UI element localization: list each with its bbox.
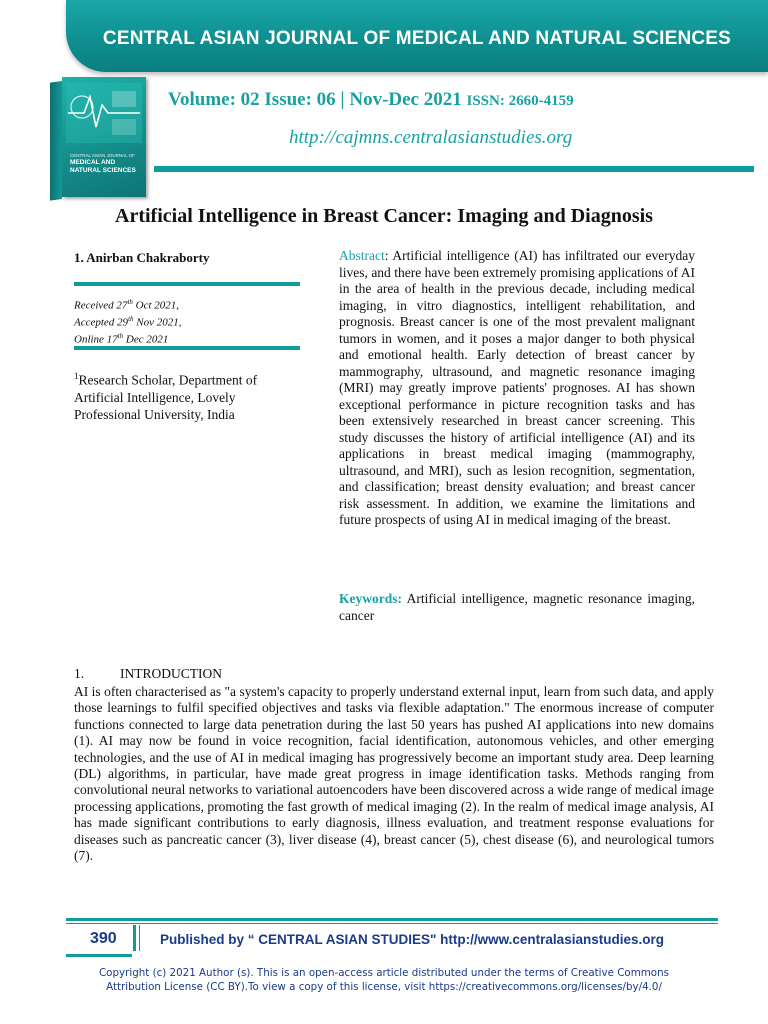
journal-name: CENTRAL ASIAN JOURNAL OF MEDICAL AND NATURAL SCIENCES — [102, 28, 732, 49]
affiliation-superscript: 1 — [74, 371, 79, 381]
header-divider — [154, 166, 754, 172]
footer-rule-top — [66, 918, 718, 921]
footer-bar-left — [133, 925, 136, 951]
copyright-line1: Copyright (c) 2021 Author (s). This is an open-access article distributed under the terms of Creative Commons — [98, 967, 669, 979]
volume-line — [168, 89, 728, 111]
cover-front — [62, 77, 146, 197]
article-dates — [74, 296, 182, 347]
author-name: 1. Anirban Chakraborty — [74, 250, 210, 265]
keywords — [339, 591, 695, 624]
received-date: Received 27th Oct 2021, — [74, 298, 180, 312]
journal-banner — [66, 0, 768, 72]
dates-divider — [74, 346, 300, 350]
abstract — [339, 248, 695, 529]
author-divider — [74, 282, 300, 286]
footer-rule-bottom — [66, 954, 132, 957]
abstract-text: : Artificial intelligence (AI) has infiltrated our everyday lives, and there have been extremely promising applications of AI in the area of health in the previous decade, including medical imaging, in vitro diagnostics, intelligent rehabilitation, and prognosis. Breast cancer is one of the most prevalent malignant tumors in women, and it poses a major danger to both physical and emotional health. Early detection of breast cancer by mammography, ultrasound, and magnetic resonance imaging (MRI) may greatly improve patients' prognoses. AI has shown exceptional performance in picture recognition tasks and has been extensively researched in breast cancer screening. This study discusses the history of artificial intelligence (AI) and its applications in breast medical imaging (mammography, ultrasound, and MRI), such as lesion recognition, segmentation, and classification; breast density evaluation; and breast cancer risk assessment. In addition, we examine the limitations and future prospects of using AI in medical imaging of the breast. — [339, 248, 695, 527]
section-heading-introduction — [74, 666, 222, 682]
cover-text — [70, 153, 144, 174]
cover-title-line2: NATURAL SCIENCES — [70, 166, 136, 174]
publisher-line[interactable]: Published by “ CENTRAL ASIAN STUDIES" http://www.centralasianstudies.org — [160, 932, 664, 947]
affiliation-text: Research Scholar, Department of Artificial Intelligence, Lovely Professional University, India — [74, 372, 258, 422]
issn: ISSN: 2660-4159 — [466, 93, 574, 109]
online-date: Online 17th Dec 2021 — [74, 332, 169, 346]
footer-bar-thin — [139, 925, 140, 951]
copyright-line2[interactable]: Attribution License (CC BY).To view a copy of this license, visit https://creativecommons.org/licenses/by/4.0/ — [106, 981, 662, 993]
copyright-notice — [74, 966, 694, 994]
section-number: 1. — [74, 666, 85, 681]
journal-url[interactable]: http://cajmns.centralasianstudies.org — [289, 127, 573, 148]
cover-spine — [50, 81, 62, 201]
footer-rule-thin — [66, 923, 718, 924]
cover-title-line1: MEDICAL AND — [70, 159, 116, 166]
keywords-text: Artificial intelligence, magnetic resonance imaging, cancer — [339, 591, 695, 623]
author-affiliation — [74, 368, 300, 423]
journal-cover — [50, 77, 146, 199]
heartbeat-icon — [66, 83, 142, 143]
page-number: 390 — [90, 930, 117, 947]
accepted-date: Accepted 29th Nov 2021, — [74, 315, 182, 329]
cover-small-text: CENTRAL ASIAN JOURNAL OF — [70, 153, 135, 158]
keywords-label: Keywords: — [339, 591, 402, 606]
abstract-label: Abstract — [339, 248, 385, 263]
article-title: Artificial Intelligence in Breast Cancer: Imaging and Diagnosis — [115, 205, 653, 227]
introduction-body: AI is often characterised as "a system's capacity to properly understand external input, learn from such data, and apply those learnings to fulfil specified objectives and tasks via flexible adaptation." The enormous increase of computer functions connected to large data penetration during the last 50 years has pushed AI applications into new domains (1). AI may now be found in voice recognition, facial identification, autonomous vehicles, and other emerging technologies, and the use of AI in medical imaging has progressively become an important study area. Deep learning (DL) algorithms, in particular, have made great progress in image identification tasks. Methods ranging from convolutional neural networks to variational autoencoders have been discovered across a wide range of medical image processing applications, promoting the fast growth of medical imaging (2). In the realm of medical image analysis, AI has made significant contributions to early diagnosis, illness evaluation, and treatment response evaluations for diseases such as pancreatic cancer (3), liver disease (4), breast cancer (5), chest disease (6), and neurological tumors (7). — [74, 684, 714, 864]
volume-info: Volume: 02 Issue: 06 | Nov-Dec 2021 — [168, 89, 462, 110]
section-title: INTRODUCTION — [120, 666, 222, 681]
